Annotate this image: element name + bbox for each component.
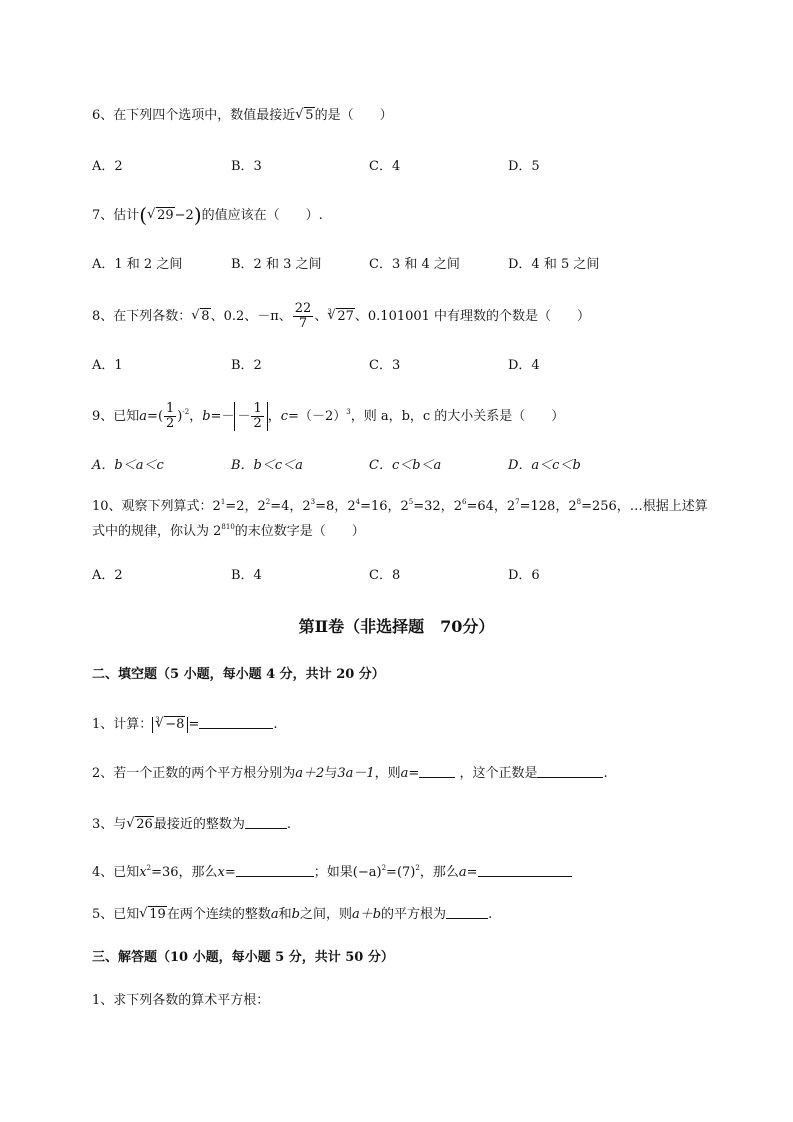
sqrt-symbol: √ 8	[191, 303, 210, 331]
answer-blank[interactable]	[419, 765, 455, 778]
var-x: x	[139, 865, 147, 880]
fraction: $\frac{22}{7}$	[294, 301, 312, 331]
q9-option-d: D．a＜c＜b	[508, 458, 581, 473]
q10-option-b: B．4	[231, 568, 262, 583]
f5-text2: 之间，则	[299, 907, 352, 922]
var-b: b	[202, 409, 211, 424]
f4-text1: 4、已知	[92, 865, 140, 880]
f5-and: 和	[278, 907, 292, 922]
q9-comma1: ，	[189, 409, 203, 424]
q6-options	[92, 158, 652, 176]
f3-end: .	[286, 817, 291, 832]
f1-end: .	[273, 717, 278, 732]
q7-option-a: A．1 和 2 之间	[92, 257, 183, 272]
q6-option-a: A．2	[92, 159, 123, 174]
q10-line2-suffix: 的末位数字是（ ）	[234, 524, 365, 539]
q7-suffix: 的值应该在（ ）.	[201, 208, 323, 223]
q8-sep2: 、	[314, 309, 328, 324]
q8-option-b: B．2	[231, 358, 262, 373]
q8-option-a: A．1	[92, 358, 123, 373]
var-a: a	[458, 865, 467, 880]
exponent: 3	[346, 408, 351, 416]
q7-prefix: 7、估计	[92, 208, 140, 223]
var-c: c	[280, 409, 289, 424]
q7-option-c: C．3 和 4 之间	[369, 257, 460, 272]
f2-expr1: a＋2	[295, 766, 325, 781]
f3-suffix: 最接近的整数为	[153, 817, 245, 832]
question-7: 7、估计(√ 29−2)的值应该在（ ）.	[92, 206, 323, 225]
q9-option-b: B．b＜c＜a	[231, 458, 303, 473]
exponent: 2	[381, 864, 387, 872]
q6-suffix: 的是（ ）	[314, 108, 393, 123]
f5-text3: 的平方根为	[381, 907, 447, 922]
answer-blank[interactable]	[236, 864, 314, 877]
var-a: a	[270, 907, 279, 922]
q9-option-c: C．c＜b＜a	[369, 458, 442, 473]
q9-comma2: ，	[267, 409, 281, 424]
var-x: x	[217, 865, 225, 880]
var-a: a	[139, 409, 148, 424]
question-10: 10、观察下列算式：$2^1=2$，$2^2=4$，$2^3=8$，$2^4=16$，$2^5=32$，$2^6=64$，$2^7=128$，$2^8=256$，…根据上述算	[92, 498, 708, 514]
q9-suffix: ，则 a，b，c 的大小关系是（ ）	[350, 409, 565, 424]
question-9: 9、已知a=( $\frac{1}{2}$ )$^{-2}$，b=－ － $\frac{1}{2}$ ，$c=(-2)^3$，则 a，b，c 的大小关系是（ ）	[92, 401, 565, 431]
q6-option-d: D．5	[508, 159, 540, 174]
sqrt-symbol: √ 19	[139, 906, 167, 924]
fill-4	[92, 864, 572, 882]
answer-blank[interactable]	[446, 906, 488, 919]
exponent: 2	[146, 864, 152, 872]
q8-prefix: 8、在下列各数：	[92, 309, 192, 324]
var-a: a	[400, 766, 409, 781]
question-10-line2	[92, 523, 365, 541]
exponent: -2	[182, 408, 190, 416]
q8-option-d: D．4	[508, 358, 540, 373]
q10-option-d: D．6	[508, 568, 540, 583]
q9-eq3: =（－2）	[288, 409, 347, 424]
f5-expr: a＋b	[351, 907, 382, 922]
q9-eq2: =－	[210, 409, 235, 424]
f5-text1: 在两个连续的整数	[166, 907, 271, 922]
q10-option-a: A．2	[92, 568, 123, 583]
sqrt-symbol: √ 5	[295, 107, 314, 125]
exponent: 810	[221, 523, 235, 531]
f4-eq4: =	[466, 865, 478, 880]
fill-2	[92, 765, 608, 783]
part-2-heading: 二、填空题（5 小题，每小题 4 分，共计 20 分）	[92, 667, 385, 682]
absolute-value: － $\frac{1}{2}$	[234, 402, 267, 431]
q8-suffix: 、0.101001 中有理数的个数是（ ）	[354, 309, 591, 324]
q6-option-c: C．4	[369, 159, 401, 174]
fill-3	[92, 816, 291, 834]
q9-eq1: =(	[147, 409, 164, 424]
absolute-value	[152, 717, 188, 733]
var-b: b	[291, 907, 300, 922]
q10-prefix: 10、观察下列算式：	[92, 499, 213, 514]
q7-option-d: D．4 和 5 之间	[508, 257, 600, 272]
fill-1	[92, 716, 278, 734]
answer-blank[interactable]	[199, 716, 273, 729]
q8-options	[92, 357, 652, 375]
answer-blank[interactable]	[478, 864, 572, 877]
f2-text3: ，这个正数是	[459, 766, 538, 781]
q6-option-b: B．3	[231, 159, 262, 174]
sqrt-symbol: √ 29	[147, 207, 175, 225]
q7-option-b: B．2 和 3 之间	[231, 257, 322, 272]
f4-eq: =36，那么	[151, 865, 218, 880]
q9-prefix: 9、已知	[92, 409, 140, 424]
q8-sep1: 、0.2、－π、	[210, 309, 292, 324]
q8-option-c: C．3	[369, 358, 401, 373]
q10-option-c: C．8	[369, 568, 401, 583]
solve-1: 1、求下列各数的算术平方根：	[92, 993, 270, 1008]
q10-line2-prefix: 式中的规律，你认为 2	[92, 524, 222, 539]
cube-root-symbol: √ 3 −8	[155, 717, 185, 733]
f2-expr2: 3a－1	[337, 766, 375, 781]
f2-eq: =	[408, 766, 420, 781]
f4-eq3: =(7)	[386, 865, 416, 880]
f2-end: .	[603, 766, 608, 781]
q7-inner: −2	[174, 208, 194, 223]
question-6	[92, 107, 393, 125]
f1-prefix: 1、计算：	[92, 717, 153, 732]
fill-5	[92, 906, 492, 924]
f3-prefix: 3、与	[92, 817, 127, 832]
sqrt-symbol: √ 26	[126, 816, 154, 834]
cube-root-symbol: √ 3 27	[327, 303, 355, 331]
answer-blank[interactable]	[245, 816, 287, 829]
part-3-heading: 三、解答题（10 小题，每小题 5 分，共计 50 分）	[92, 950, 394, 965]
q10-options	[92, 567, 652, 585]
q9-options	[92, 457, 652, 475]
question-8	[92, 302, 590, 331]
f5-prefix: 5、已知	[92, 907, 140, 922]
f4-text3: ，那么	[419, 865, 459, 880]
f2-text2: ，则	[374, 766, 401, 781]
f1-eq: =	[188, 717, 200, 732]
f4-text2: ；如果(−a)	[313, 865, 382, 880]
f5-end: .	[488, 907, 493, 922]
section-2-title: 第Ⅱ卷（非选择题 70分）	[298, 617, 495, 636]
q6-prefix: 6、在下列四个选项中，数值最接近	[92, 108, 296, 123]
fraction: $\frac{1}{2}$	[166, 401, 175, 431]
q9-option-a: A．b＜a＜c	[92, 458, 164, 473]
answer-blank[interactable]	[537, 765, 603, 778]
f4-eq2: =	[224, 865, 236, 880]
exponent: 2	[415, 864, 420, 872]
f2-text1: 2、若一个正数的两个平方根分别为	[92, 766, 296, 781]
f2-mid: 与	[324, 766, 338, 781]
q7-options	[92, 256, 652, 274]
